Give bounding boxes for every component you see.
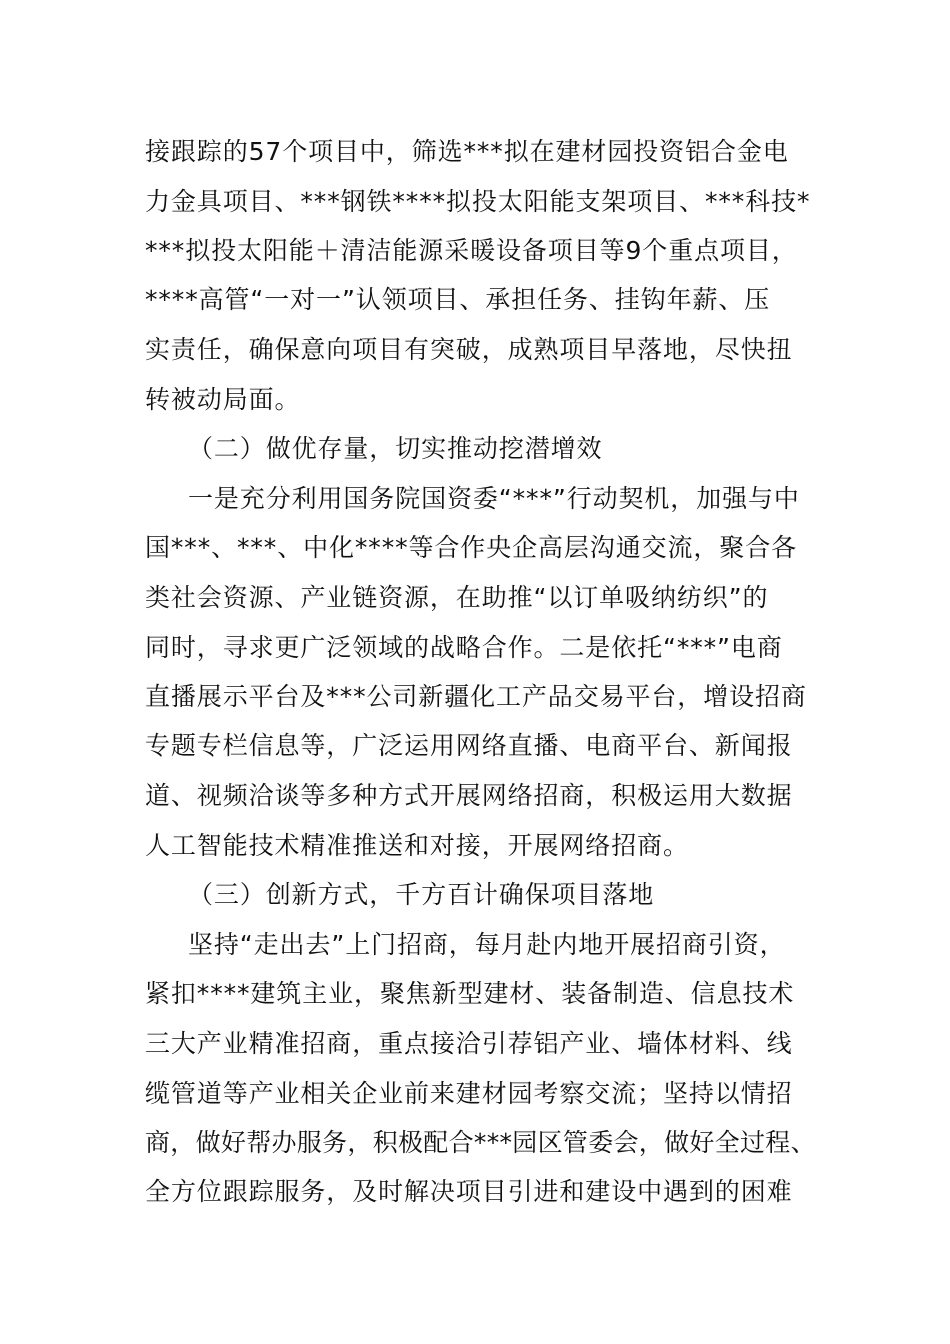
paragraph-line-10: 类社会资源、产业链资源，在助推“以订单吸纳纺织”的 (145, 583, 769, 612)
paragraph-line-11: 同时，寻求更广泛领域的战略合作。二是依托“***”电商 (145, 633, 783, 662)
paragraph-line-18: 紧扣****建筑主业，聚焦新型建材、装备制造、信息技术 (145, 979, 795, 1008)
paragraph-line-19: 三大产业精准招商，重点接洽引荐铝产业、墙体材料、线 (145, 1029, 793, 1058)
paragraph-line-6: 转被动局面。 (145, 385, 301, 414)
paragraph-line-14: 道、视频洽谈等多种方式开展网络招商，积极运用大数据 (145, 781, 793, 810)
paragraph-line-5: 实责任，确保意向项目有突破，成熟项目早落地，尽快扭 (145, 335, 793, 364)
paragraph-line-2: 力金具项目、***钢铁****拟投太阳能支架项目、***科技* (145, 187, 811, 216)
paragraph-line-15: 人工智能技术精准推送和对接，开展网络招商。 (145, 831, 689, 860)
paragraph-line-8: 一是充分利用国务院国资委“***”行动契机，加强与中 (188, 484, 800, 513)
paragraph-line-22: 全方位跟踪服务，及时解决项目引进和建设中遇到的困难 (145, 1177, 793, 1206)
paragraph-line-12: 直播展示平台及***公司新疆化工产品交易平台，增设招商 (145, 682, 807, 711)
paragraph-line-3: ***拟投太阳能＋清洁能源采暖设备项目等9个重点项目， (145, 236, 798, 265)
paragraph-line-20: 缆管道等产业相关企业前来建材园考察交流；坚持以情招 (145, 1079, 793, 1108)
paragraph-line-13: 专题专栏信息等，广泛运用网络直播、电商平台、新闻报 (145, 731, 793, 760)
paragraph-line-4: ****高管“一对一”认领项目、承担任务、挂钩年薪、压 (145, 285, 771, 314)
paragraph-line-9: 国***、***、中化****等合作央企高层沟通交流，聚合各 (145, 533, 798, 562)
section-heading-2: （二）做优存量，切实推动挖潜增效 (188, 434, 603, 463)
paragraph-line-21: 商，做好帮办服务，积极配合***园区管委会，做好全过程、 (145, 1128, 816, 1157)
paragraph-line-1: 接跟踪的57个项目中，筛选***拟在建材园投资铝合金电 (145, 137, 789, 166)
section-heading-3: （三）创新方式，千方百计确保项目落地 (188, 880, 655, 909)
paragraph-line-17: 坚持“走出去”上门招商，每月赴内地开展招商引资， (188, 930, 786, 959)
